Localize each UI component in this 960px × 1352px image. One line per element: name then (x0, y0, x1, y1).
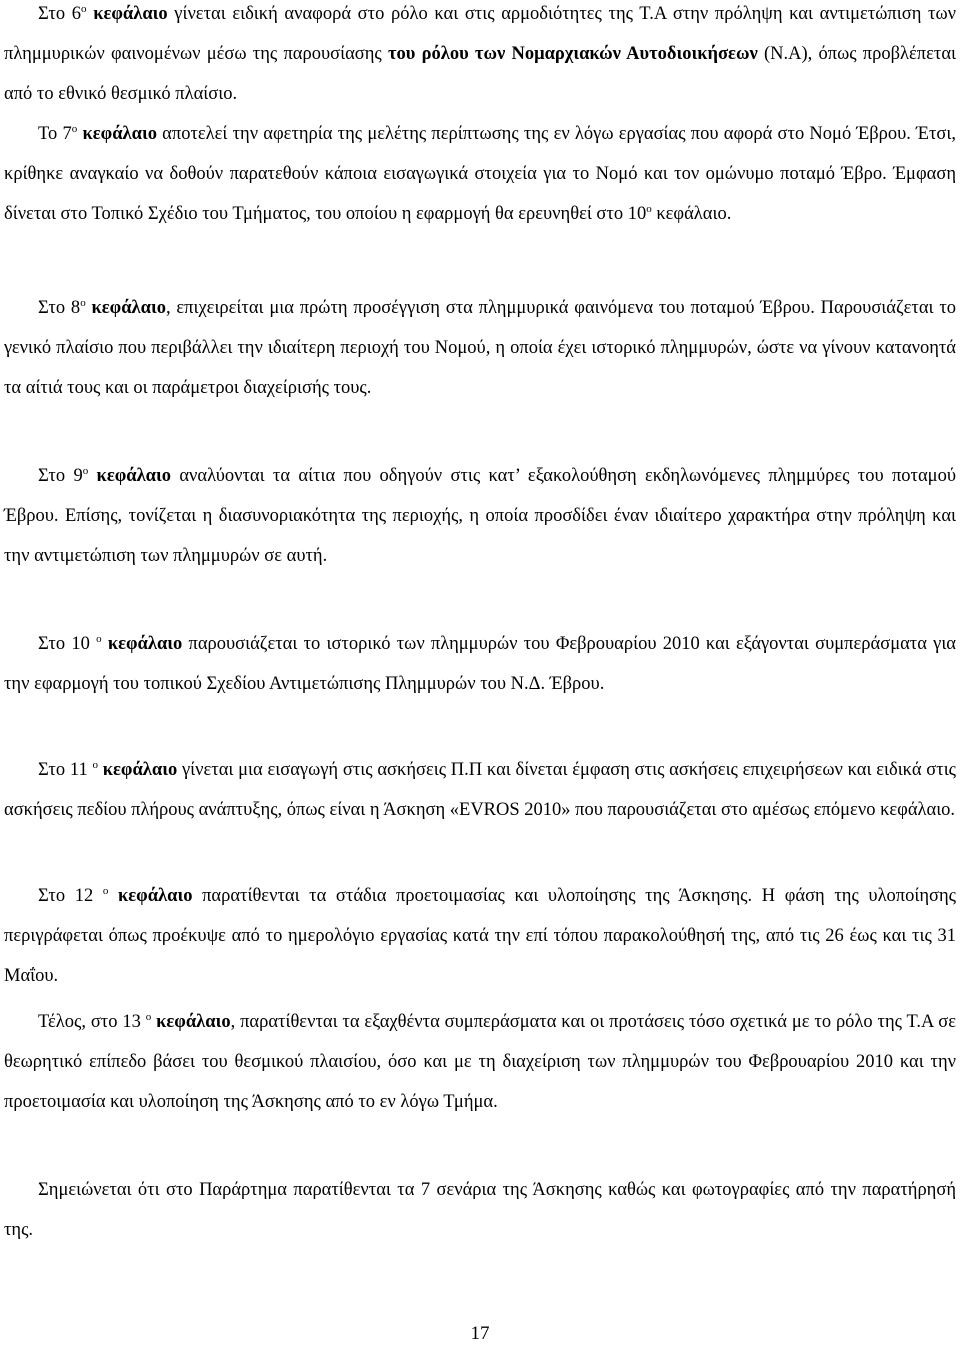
text-run: αποτελεί την αφετηρία της μελέτης περίπτωσης της εν λόγω εργασίας που αφορά στο Νομό Έβρου. Έτσι, κρίθηκε αναγκαίο να δοθούν παρατεθούν κάποια εισαγωγικά στοιχεία για το Νομό και τον ομώνυμο ποταμό Έβρο. Έμφαση δίνεται στο Τοπικό Σχέδιο του Τμήματος, του οποίου η εφαρμογή θα ερευνηθεί στο 10 (4, 124, 957, 224)
ordinal-superscript: ο (102, 885, 109, 897)
bold-text: κεφάλαιο (93, 4, 168, 24)
ordinal-superscript: ο (81, 3, 87, 15)
text-run: κεφάλαιο. (651, 204, 732, 224)
text-run: Στο 6 (38, 4, 82, 24)
text-run: Σημειώνεται ότι στο Παράρτημα παρατίθενται τα 7 σενάρια της Άσκησης καθώς και φωτογραφίες από την παρατήρησή της. (4, 1180, 956, 1240)
ordinal-superscript: ο (145, 1011, 152, 1023)
bold-text: κεφάλαιο (96, 466, 171, 486)
ordinal-superscript: ο (71, 123, 78, 135)
text-run: παρουσιάζεται το ιστορικό των πλημμυρών του Φεβρουαρίου 2010 και εξάγονται συμπεράσματα για την εφαρμογή του τοπικού Σχεδίου Αντιμετώπισης Πλημμυρών του Ν.Δ. Έβρου. (4, 634, 957, 694)
bold-text: κεφάλαιο (118, 886, 193, 906)
ordinal-superscript: ο (80, 297, 86, 309)
text-run (88, 466, 96, 486)
text-run: Στο 10 (38, 634, 97, 654)
text-run: Τέλος, στο 13 (38, 1012, 146, 1032)
ordinal-superscript: ο (96, 633, 102, 645)
text-run: γίνεται μια εισαγωγή στις ασκήσεις Π.Π και δίνεται έμφαση στις ασκήσεις επιχειρήσεων και ειδικά στις ασκήσεις πεδίου πλήρους ανάπτυξης, όπως είναι η Άσκηση «EVROS 2010» που παρουσιάζεται στο αμέσως επόμενο κεφάλαιο. (4, 760, 957, 820)
ordinal-superscript: ο (646, 203, 652, 215)
text-run: , επιχειρείται μια πρώτη προσέγγιση στα πλημμυρικά φαινόμενα του ποταμού Έβρου. Παρουσιάζεται το γενικό πλαίσιο που περιβάλλει την ιδιαίτερη περιοχή του Νομού, η οποία έχει ιστορικό πλημμυρών, ώστε να γίνουν κατανοητά τα αίτιά τους και οι παράμετροι διαχείρισής τους. (4, 298, 957, 398)
bold-text: κεφάλαιο (156, 1012, 231, 1032)
text-run: (Ν.Α), όπως προβλέπεται από το εθνικό θεσμικό πλαίσιο. (4, 44, 956, 104)
text-run: γίνεται ειδική αναφορά στο ρόλο και στις αρμοδιότητες της Τ.Α στην πρόληψη και αντιμετώπιση των πλημμυρικών φαινομένων μέσω της παρουσίασης (4, 4, 956, 64)
bold-text: κεφάλαιο (107, 634, 183, 654)
paragraph-chapter-8 (4, 288, 956, 408)
bold-text: κεφάλαιο (91, 298, 166, 318)
text-run (108, 886, 118, 906)
text-run: Στο 11 (38, 760, 93, 780)
page-number: 17 (470, 1323, 490, 1344)
paragraph-appendix-note (4, 1170, 956, 1250)
text-run: Στο 8 (38, 298, 81, 318)
text-run: Στο 9 (38, 466, 83, 486)
paragraph-chapter-9 (4, 456, 956, 576)
text-run: , παρατίθενται τα εξαχθέντα συμπεράσματα και οι προτάσεις τόσο σχετικά με το ρόλο της Τ.Α σε θεωρητικό επίπεδο βάσει του θεσμικού πλαισίου, όσο και με τη διαχείριση των πλημμυρών του Φεβρουαρίου 2010 και την προετοιμασία και υλοποίηση της Άσκησης από το εν λόγω Τμήμα. (4, 1012, 957, 1112)
text-run: αναλύονται τα αίτια που οδηγούν στις κατ’ εξακολούθηση εκδηλωνόμενες πλημμύρες του ποταμού Έβρου. Επίσης, τονίζεται η διασυνοριακότητα της περιοχής, η οποία προσδίδει έναν ιδιαίτερο χαρακτήρα στην πρόληψη και την αντιμετώπιση των πλημμυρών σε αυτή. (4, 466, 957, 566)
ordinal-superscript: ο (82, 465, 89, 477)
paragraph-chapter-13 (4, 1002, 956, 1122)
bold-text: κεφάλαιο (82, 124, 157, 144)
paragraph-chapter-10 (4, 624, 956, 704)
paragraph-chapter-11 (4, 750, 956, 830)
text-run: Στο 12 (38, 886, 103, 906)
paragraph-chapter-12 (4, 876, 956, 996)
paragraph-chapter-7 (4, 114, 956, 234)
text-run: παρατίθενται τα στάδια προετοιμασίας και υλοποίησης της Άσκησης. Η φάση της υλοποίησης περιγράφεται όπως προέκυψε από το ημερολόγιο εργασίας κατά την επί τόπου παρακολούθησή της, από τις 26 έως και τις 31 Μαΐου. (4, 886, 957, 986)
bold-text: του ρόλου των Νομαρχιακών Αυτοδιοικήσεων (388, 44, 758, 64)
text-run: Το 7 (38, 124, 72, 144)
bold-text: κεφάλαιο (102, 760, 178, 780)
ordinal-superscript: ο (92, 759, 98, 771)
paragraph-chapter-6 (4, 0, 956, 114)
